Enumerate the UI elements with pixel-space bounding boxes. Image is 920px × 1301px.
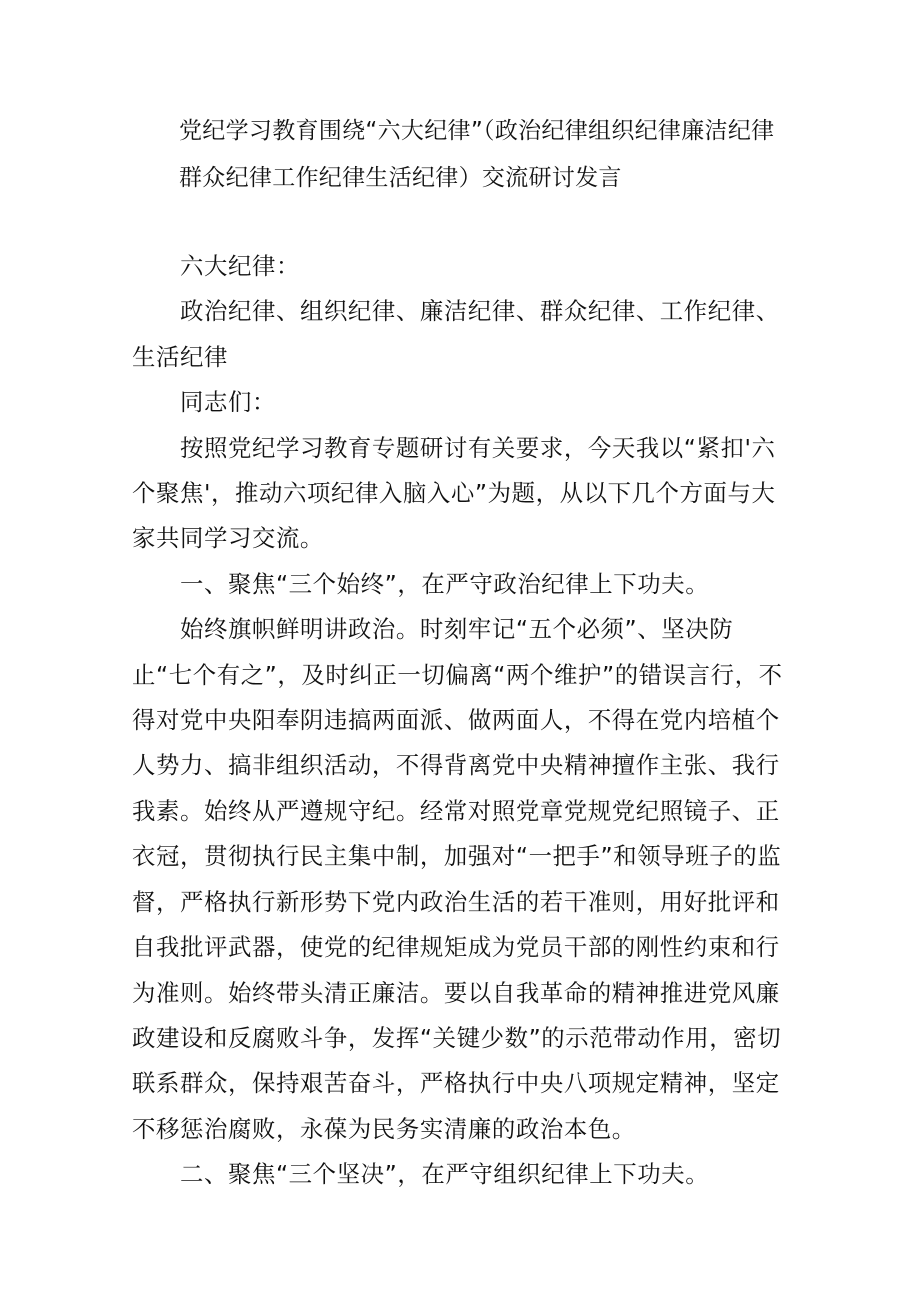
section-heading-2: 二、聚焦“三个坚决”，在严守组织纪律上下功夫。	[180, 1160, 710, 1189]
paragraph-section-1-body: 始终旗帜鲜明讲政治。时刻牢记“五个必须”、坚决防止“七个有之”，及时纠正一切偏离“两个维护”的错误言行，不得对党中央阳奉阴违搞两面派、做两面人，不得在党内培植个人势力、搞非组织活动，不得背离党中央精神擅作主张、我行我素。始终从严遵规守纪。经常对照党章党规党纪照镜子、正衣冠，贯彻执行民主集中制，加强对“一把手”和领导班子的监督，严格执行新形势下党内政治生活的若干准则，用好批评和自我批评武器，使党的纪律规矩成为党员干部的刚性约束和行为准则。始终带头清正廉洁。要以自我革命的精神推进党风廉政建设和反腐败斗争，发挥“关键少数”的示范带动作用，密切联系群众，保持艰苦奋斗，严格执行中央八项规定精神，坚定不移惩治腐败，永葆为民务实清廉的政治本色。	[132, 615, 783, 1143]
document-body	[132, 244, 792, 1198]
section-heading-1: 一、聚焦“三个始终”，在严守政治纪律上下功夫。	[180, 569, 710, 598]
document-title: 党纪学习教育围绕“六大纪律”（政治纪律组织纪律廉洁纪律群众纪律工作纪律生活纪律）交流研讨发言	[179, 118, 775, 191]
paragraph-salutation: 同志们：	[180, 388, 276, 417]
paragraph-six-disciplines-list: 政治纪律、组织纪律、廉洁纪律、群众纪律、工作纪律、生活纪律	[132, 297, 780, 371]
paragraph-introduction: 按照党纪学习教育专题研讨有关要求，今天我以“紧扣'六个聚焦'，推动六项纪律入脑入心”为题，从以下几个方面与大家共同学习交流。	[132, 433, 776, 553]
paragraph-six-disciplines-heading: 六大纪律：	[180, 252, 300, 280]
